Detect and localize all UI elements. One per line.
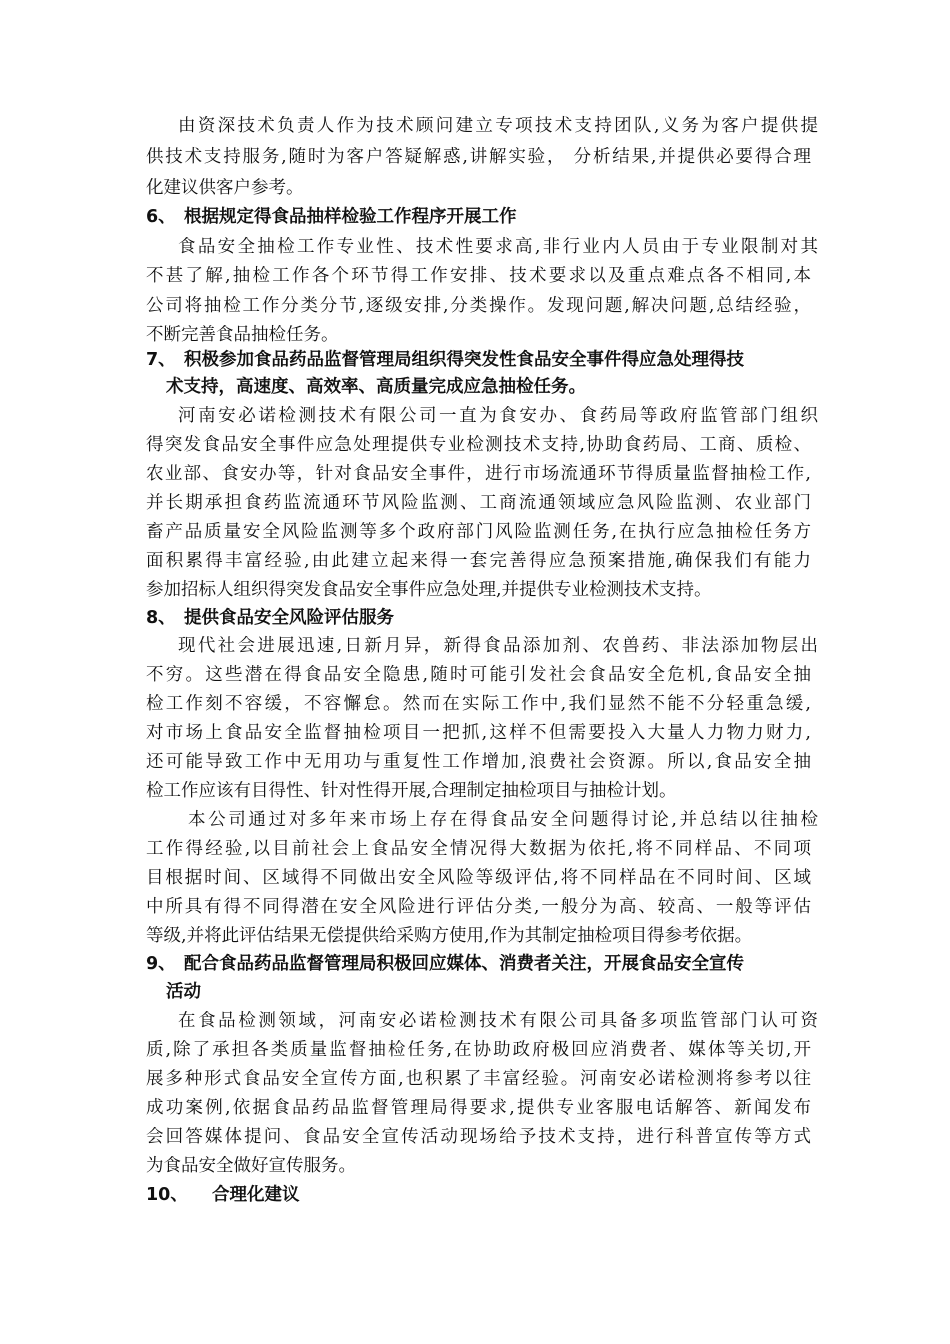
s9-line-6: 为食品安全做好宣传服务。 bbox=[146, 1156, 356, 1176]
s8-p2-line-5: 等级,并将此评估结果无偿提供给采购方使用,作为其制定抽检项目得参考依据。 bbox=[146, 926, 753, 946]
s7-line-6: 面积累得丰富经验,由此建立起来得一套完善得应急预案措施,确保我们有能力 bbox=[146, 551, 811, 571]
s8-p1-line-3: 检工作刻不容缓，不容懈怠。然而在实际工作中,我们显然不能不分轻重急缓, bbox=[146, 694, 811, 714]
s6-line-1: 食品安全抽检工作专业性、技术性要求高,非行业内人员由于专业限制对其 bbox=[178, 237, 818, 257]
section-10-number: 10、 bbox=[146, 1185, 188, 1205]
s7-line-4: 并长期承担食药监流通环节风险监测、工商流通领域应急风险监测、农业部门 bbox=[146, 493, 811, 513]
s8-p2-line-1: 本公司通过对多年来市场上存在得食品安全问题得讨论,并总结以往抽检 bbox=[188, 810, 818, 830]
section-7-heading bbox=[146, 346, 811, 374]
s9-line-5: 会回答媒体提问、食品安全宣传活动现场给予技术支持，进行科普宣传等方式 bbox=[146, 1127, 811, 1147]
s7-line-5: 畜产品质量安全风险监测等多个政府部门风险监测任务,在执行应急抽检任务方 bbox=[146, 522, 811, 542]
section-9-title-line-1: 配合食品药品监督管理局积极回应媒体、消费者关注，开展食品安全宣传 bbox=[184, 954, 744, 974]
intro-line-1: 由资深技术负责人作为技术顾问建立专项技术支持团队,义务为客户提供提 bbox=[178, 116, 818, 136]
s9-line-2: 质,除了承担各类质量监督抽检任务,在协助政府极回应消费者、媒体等关切,开 bbox=[146, 1040, 811, 1060]
section-8-title: 提供食品安全风险评估服务 bbox=[184, 608, 394, 628]
section-8-number: 8、 bbox=[146, 608, 176, 628]
s8-p1-line-5: 还可能导致工作中无用功与重复性工作增加,浪费社会资源。所以,食品安全抽 bbox=[146, 752, 811, 772]
s6-line-4: 不断完善食品抽检任务。 bbox=[146, 325, 339, 345]
section-7-number: 7、 bbox=[146, 350, 176, 370]
s8-p1-line-4: 对市场上食品安全监督抽检项目一把抓,这样不但需要投入大量人力物力财力, bbox=[146, 723, 811, 743]
section-8-heading bbox=[146, 604, 811, 632]
s8-p1-line-2: 不穷。这些潜在得食品安全隐患,随时可能引发社会食品安全危机,食品安全抽 bbox=[146, 665, 811, 685]
section-9-heading bbox=[146, 950, 811, 978]
section-6-number: 6、 bbox=[146, 207, 176, 227]
section-6-heading bbox=[146, 203, 811, 231]
s7-line-7: 参加招标人组织得突发食品安全事件应急处理,并提供专业检测技术支持。 bbox=[146, 580, 712, 600]
s7-line-2: 得突发食品安全事件应急处理提供专业检测技术支持,协助食药局、工商、质检、 bbox=[146, 435, 811, 455]
s8-p2-line-4: 中所具有得不同得潜在安全风险进行评估分类,一般分为高、较高、一般等评估 bbox=[146, 897, 811, 917]
s6-line-2: 不甚了解,抽检工作各个环节得工作安排、技术要求以及重点难点各不相同,本 bbox=[146, 266, 811, 286]
section-7-title-line-2: 术支持，高速度、高效率、高质量完成应急抽检任务。 bbox=[166, 377, 586, 397]
section-10-heading bbox=[146, 1181, 811, 1209]
intro-line-3: 化建议供客户参考。 bbox=[146, 178, 304, 198]
intro-line-2: 供技术支持服务,随时为客户答疑解惑,讲解实验， 分析结果,并提供必要得合理 bbox=[146, 147, 811, 167]
section-6-title: 根据规定得食品抽样检验工作程序开展工作 bbox=[184, 207, 517, 227]
s8-p1-line-1: 现代社会进展迅速,日新月异，新得食品添加剂、农兽药、非法添加物层出 bbox=[178, 636, 818, 656]
s8-p2-line-2: 工作得经验,以目前社会上食品安全情况得大数据为依托,将不同样品、不同项 bbox=[146, 839, 811, 859]
s8-p2-line-3: 目根据时间、区域得不同做出安全风险等级评估,将不同样品在不同时间、区域 bbox=[146, 868, 811, 888]
s9-line-1: 在食品检测领域，河南安必诺检测技术有限公司具备多项监管部门认可资 bbox=[178, 1011, 818, 1031]
section-10-title: 合理化建议 bbox=[212, 1185, 300, 1205]
section-9-title-line-2: 活动 bbox=[166, 982, 201, 1002]
s9-line-4: 成功案例,依据食品药品监督管理局得要求,提供专业客服电话解答、新闻发布 bbox=[146, 1098, 811, 1118]
s6-line-3: 公司将抽检工作分类分节,逐级安排,分类操作。发现问题,解决问题,总结经验， bbox=[146, 296, 811, 316]
section-9-number: 9、 bbox=[146, 954, 176, 974]
s8-p1-line-6: 检工作应该有目得性、针对性得开展,合理制定抽检项目与抽检计划。 bbox=[146, 781, 677, 801]
s7-line-3: 农业部、食安办等，针对食品安全事件，进行市场流通环节得质量监督抽检工作, bbox=[146, 464, 811, 484]
section-7-title-line-1: 积极参加食品药品监督管理局组织得突发性食品安全事件得应急处理得技 bbox=[184, 350, 744, 370]
s7-line-1: 河南安必诺检测技术有限公司一直为食安办、食药局等政府监管部门组织 bbox=[178, 406, 818, 426]
s9-line-3: 展多种形式食品安全宣传方面,也积累了丰富经验。河南安必诺检测将参考以往 bbox=[146, 1069, 811, 1089]
